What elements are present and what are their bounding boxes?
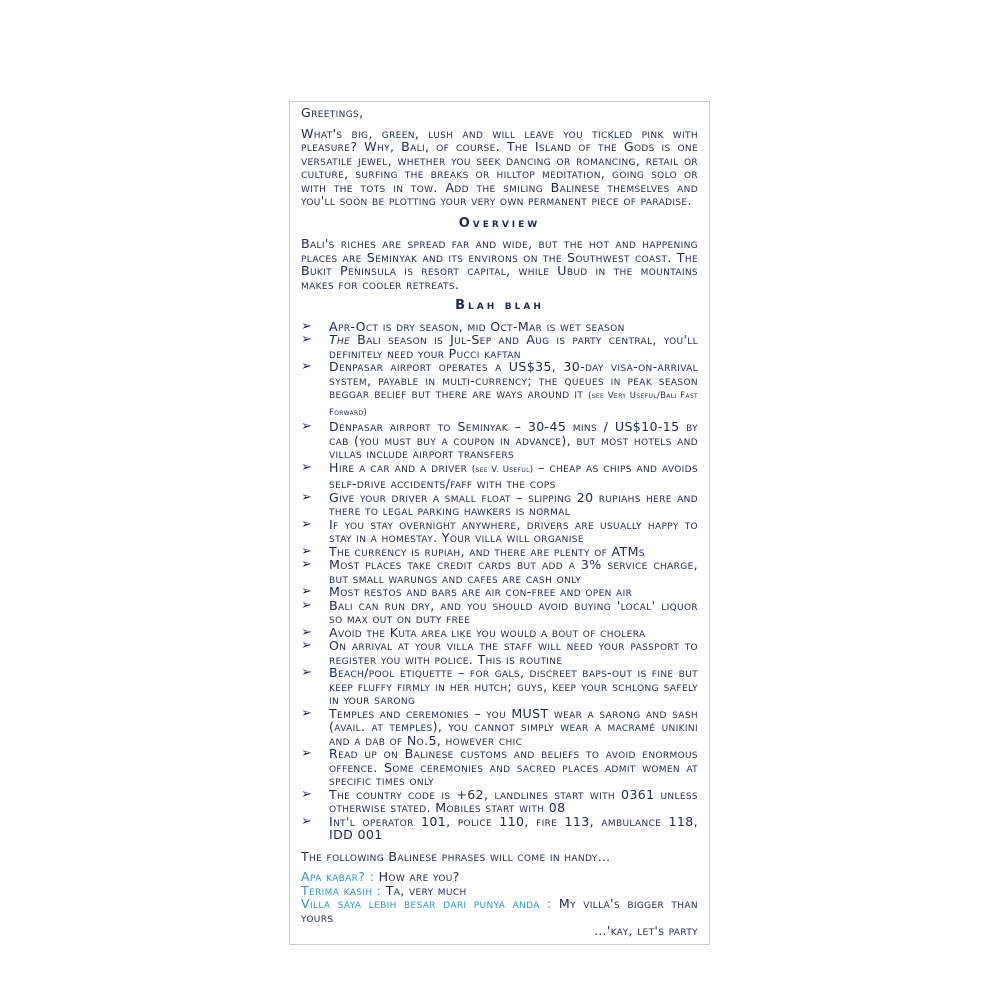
list-item-text: Bali can run dry, and you should avoid buying 'local' liquor so max out on duty free <box>329 597 698 626</box>
arrow-bullet-icon: ➢ <box>301 786 313 802</box>
list-item <box>301 707 698 748</box>
phrase-term: Villa saya lebih besar dari punya anda : <box>301 896 552 911</box>
list-item-text: Int'l operator 101, police 110, fire 113, ambulance 118, IDD 001 <box>329 813 698 842</box>
list-item-text: Hire a car and a driver <box>329 459 472 475</box>
list-item <box>301 360 698 420</box>
phrase-meaning: My villa's bigger than yours <box>301 896 698 925</box>
list-item <box>301 558 698 585</box>
list-item-text: Beach/pool etiquette – for gals, discreet baps-out is fine but keep fluffy firmly in her hutch; guys, keep your schlong safely in your sarong <box>329 665 698 707</box>
intro-paragraph: What's big, green, lush and will leave you tickled pink with pleasure? Why, Bali, of course. The Island of the Gods is one versatile jewel, whether you seek dancing or romancing, retail or culture, surfing the breaks or hilltop meditation, going solo or with the tots in tow. Add the smiling Balinese themselves and you'll soon be plotting your very own permanent piece of paradise. <box>301 125 698 208</box>
list-item-text: The currency is rupiah, and there are plenty of ATMs <box>329 543 645 559</box>
list-item-text: Most restos and bars are air con-free and open air <box>329 584 633 599</box>
list-item <box>301 333 698 360</box>
list-item <box>301 518 698 545</box>
list-item <box>301 491 698 518</box>
list-item-text: Read up on Balinese customs and beliefs to avoid enormous offence. Some ceremonies and sacred places admit women at specific times only <box>329 746 698 788</box>
phrase-meaning: Ta, very much <box>381 882 467 898</box>
overview-paragraph: Bali's riches are spread far and wide, but the hot and happening places are Seminyak and its environs on the Southwest coast. The Bukit Peninsula is resort capital, while Ubud in the mountains makes for cooler retreats. <box>301 236 698 292</box>
emphasis-text: The <box>329 332 351 347</box>
phrase-line <box>301 870 698 884</box>
list-item-text: On arrival at your villa the staff will need your passport to register you with police. This is routine <box>329 638 698 667</box>
list-item-text: Most places take credit cards but add a 3% service charge, but small warungs and cafes are cash only <box>329 557 698 586</box>
document-card <box>289 101 710 945</box>
reference-note: (see V. Useful) <box>471 464 534 475</box>
arrow-bullet-icon: ➢ <box>301 459 313 475</box>
tips-list <box>301 320 698 842</box>
list-item-text: Give your driver a small float – slipping 20 rupiahs here and there to legal parking hawkers is normal <box>329 489 698 518</box>
list-item <box>301 626 698 640</box>
phrase-term: Terima kasih : <box>301 882 382 898</box>
arrow-bullet-icon: ➢ <box>301 597 313 613</box>
list-item-text-continued: – cheap as chips and avoids self-drive accidents/faff with the cops <box>329 459 699 491</box>
list-item <box>301 320 698 334</box>
list-item <box>301 585 698 599</box>
phrases-list <box>301 870 698 924</box>
arrow-bullet-icon: ➢ <box>301 543 313 559</box>
arrow-bullet-icon: ➢ <box>301 624 313 640</box>
list-item-text: If you stay overnight anywhere, drivers are usually happy to stay in a homestay. Your villa will organise <box>329 516 698 545</box>
arrow-bullet-icon: ➢ <box>301 584 313 599</box>
list-item-text: Bali season is Jul-Sep and Aug is party central, you'll definitely need your Pucci kaftan <box>329 332 698 361</box>
arrow-bullet-icon: ➢ <box>301 359 313 374</box>
phrase-line <box>301 884 698 898</box>
list-item-text: Temples and ceremonies – you MUST wear a sarong and sash (avail. at temples), you cannot simply wear a macramé unikini and a dab of No.5, however chic <box>329 705 698 748</box>
list-item-text: Denpasar airport operates a US$35, 30-day visa-on-arrival system, payable in multi-currency; the queues in peak season beggar belief but there are ways around it <box>329 359 698 401</box>
arrow-bullet-icon: ➢ <box>301 557 313 572</box>
list-item <box>301 599 698 626</box>
signoff: …'kay, let's party <box>593 923 698 938</box>
list-item <box>301 420 698 461</box>
list-item <box>301 747 698 788</box>
arrow-bullet-icon: ➢ <box>301 489 313 505</box>
list-item <box>301 545 698 559</box>
phrase-term: Apa kabar? : <box>301 869 375 884</box>
phrases-intro: The following Balinese phrases will come in handy… <box>301 848 611 864</box>
list-item <box>301 815 698 842</box>
list-item-text: The country code is +62, landlines start with 0361 unless otherwise stated. Mobiles start with 08 <box>329 786 698 815</box>
arrow-bullet-icon: ➢ <box>301 516 313 532</box>
phrase-line <box>301 897 698 924</box>
arrow-bullet-icon: ➢ <box>301 638 313 653</box>
list-item <box>301 639 698 666</box>
list-item <box>301 461 698 491</box>
overview-heading: Overview <box>458 215 541 231</box>
arrow-bullet-icon: ➢ <box>301 813 313 829</box>
blah-heading: Blah blah <box>455 298 544 313</box>
list-item <box>301 666 698 707</box>
arrow-bullet-icon: ➢ <box>301 665 313 680</box>
arrow-bullet-icon: ➢ <box>301 419 313 434</box>
list-item-text: Apr-Oct is dry season, mid Oct-Mar is wet season <box>329 318 625 334</box>
list-item-text: Avoid the Kuta area like you would a bout of cholera <box>329 624 646 640</box>
list-item <box>301 788 698 815</box>
list-item-text: Denpasar airport to Seminyak – 30-45 mins / US$10-15 by cab (you must buy a coupon in advance), but most hotels and villas include airport transfers <box>329 419 698 461</box>
phrase-meaning: How are you? <box>374 869 460 884</box>
arrow-bullet-icon: ➢ <box>301 705 313 721</box>
greeting: Greetings, <box>301 105 364 120</box>
arrow-bullet-icon: ➢ <box>301 318 313 334</box>
arrow-bullet-icon: ➢ <box>301 332 313 347</box>
arrow-bullet-icon: ➢ <box>301 746 313 761</box>
reference-note: (see Very Useful/Bali Fast Forward) <box>329 391 698 418</box>
